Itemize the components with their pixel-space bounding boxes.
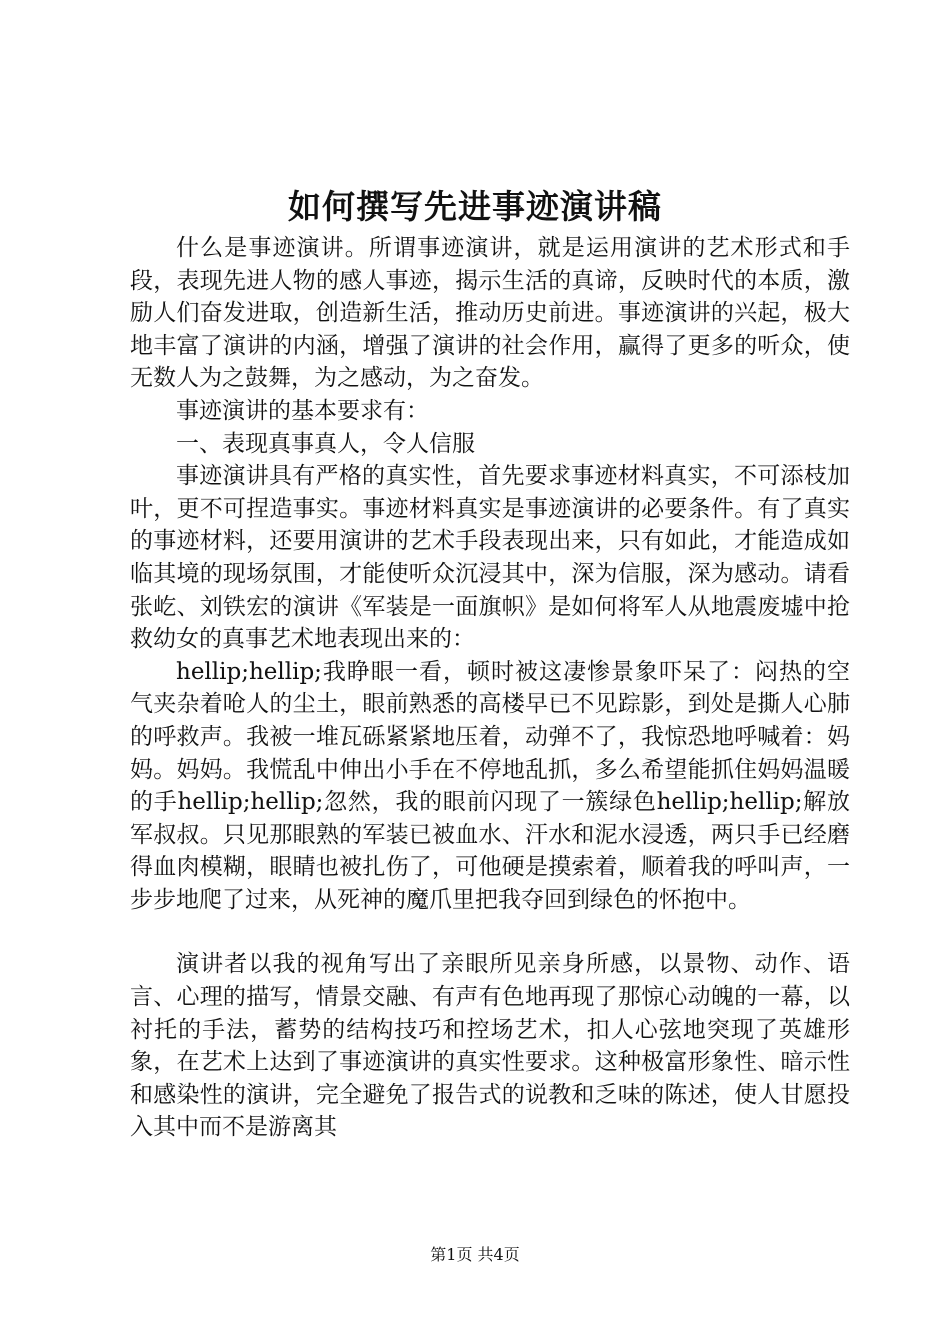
paragraph-speech-excerpt: hellip;hellip;我睁眼一看，顿时被这凄惨景象吓呆了：闷热的空气夹杂着呛人的尘土，眼前熟悉的高楼早已不见踪影，到处是撕人心肺的呼救声。我被一堆瓦砾紧紧地压着，动弹不了，我惊恐地呼喊着：妈妈。妈妈。我慌乱中伸出小手在不停地乱抓，多么希望能抓住妈妈温暖的手hellip;hellip;忽然，我的眼前闪现了一簇绿色hellip;hellip;解放军叔叔。只见那眼熟的军装已被血水、汗水和泥水浸透，两只手已经磨得血肉模糊，眼睛也被扎伤了，可他硬是摸索着，顺着我的呼叫声，一步步地爬了过来，从死神的魔爪里把我夺回到绿色的怀抱中。 [130,658,850,913]
paragraph-analysis: 演讲者以我的视角写出了亲眼所见亲身所感，以景物、动作、语言、心理的描写，情景交融、有声有色地再现了那惊心动魄的一幕，以衬托的手法，蓄势的结构技巧和控场艺术，扣人心弦地突现了英雄形象，在艺术上达到了事迹演讲的真实性要求。这种极富形象性、暗示性和感染性的演讲，完全避免了报告式的说教和乏味的陈述，使人甘愿投入其中而不是游离其 [130,951,850,1141]
paragraph-requirements-heading: 事迹演讲的基本要求有： [176,397,429,424]
paragraph-truthfulness: 事迹演讲具有严格的真实性，首先要求事迹材料真实，不可添枝加叶，更不可捏造事实。事迹材料真实是事迹演讲的必要条件。有了真实的事迹材料，还要用演讲的艺术手段表现出来，只有如此，才能造成如临其境的现场氛围，才能使听众沉浸其中，深为信服，深为感动。请看张屹、刘铁宏的演讲《军装是一面旗帜》是如何将军人从地震废墟中抢救幼女的真事艺术地表现出来的： [130,463,850,653]
document-body [130,232,850,1144]
page-footer: 第1页 共4页 [430,1245,520,1264]
paragraph-intro: 什么是事迹演讲。所谓事迹演讲，就是运用演讲的艺术形式和手段，表现先进人物的感人事迹，揭示生活的真谛，反映时代的本质，激励人们奋发进取，创造新生活，推动历史前进。事迹演讲的兴起，极大地丰富了演讲的内涵，增强了演讲的社会作用，赢得了更多的听众，使无数人为之鼓舞，为之感动，为之奋发。 [130,235,850,392]
paragraph-section-heading: 一、表现真事真人，令人信服 [176,430,475,457]
page-title: 如何撰写先进事迹演讲稿 [288,187,662,226]
